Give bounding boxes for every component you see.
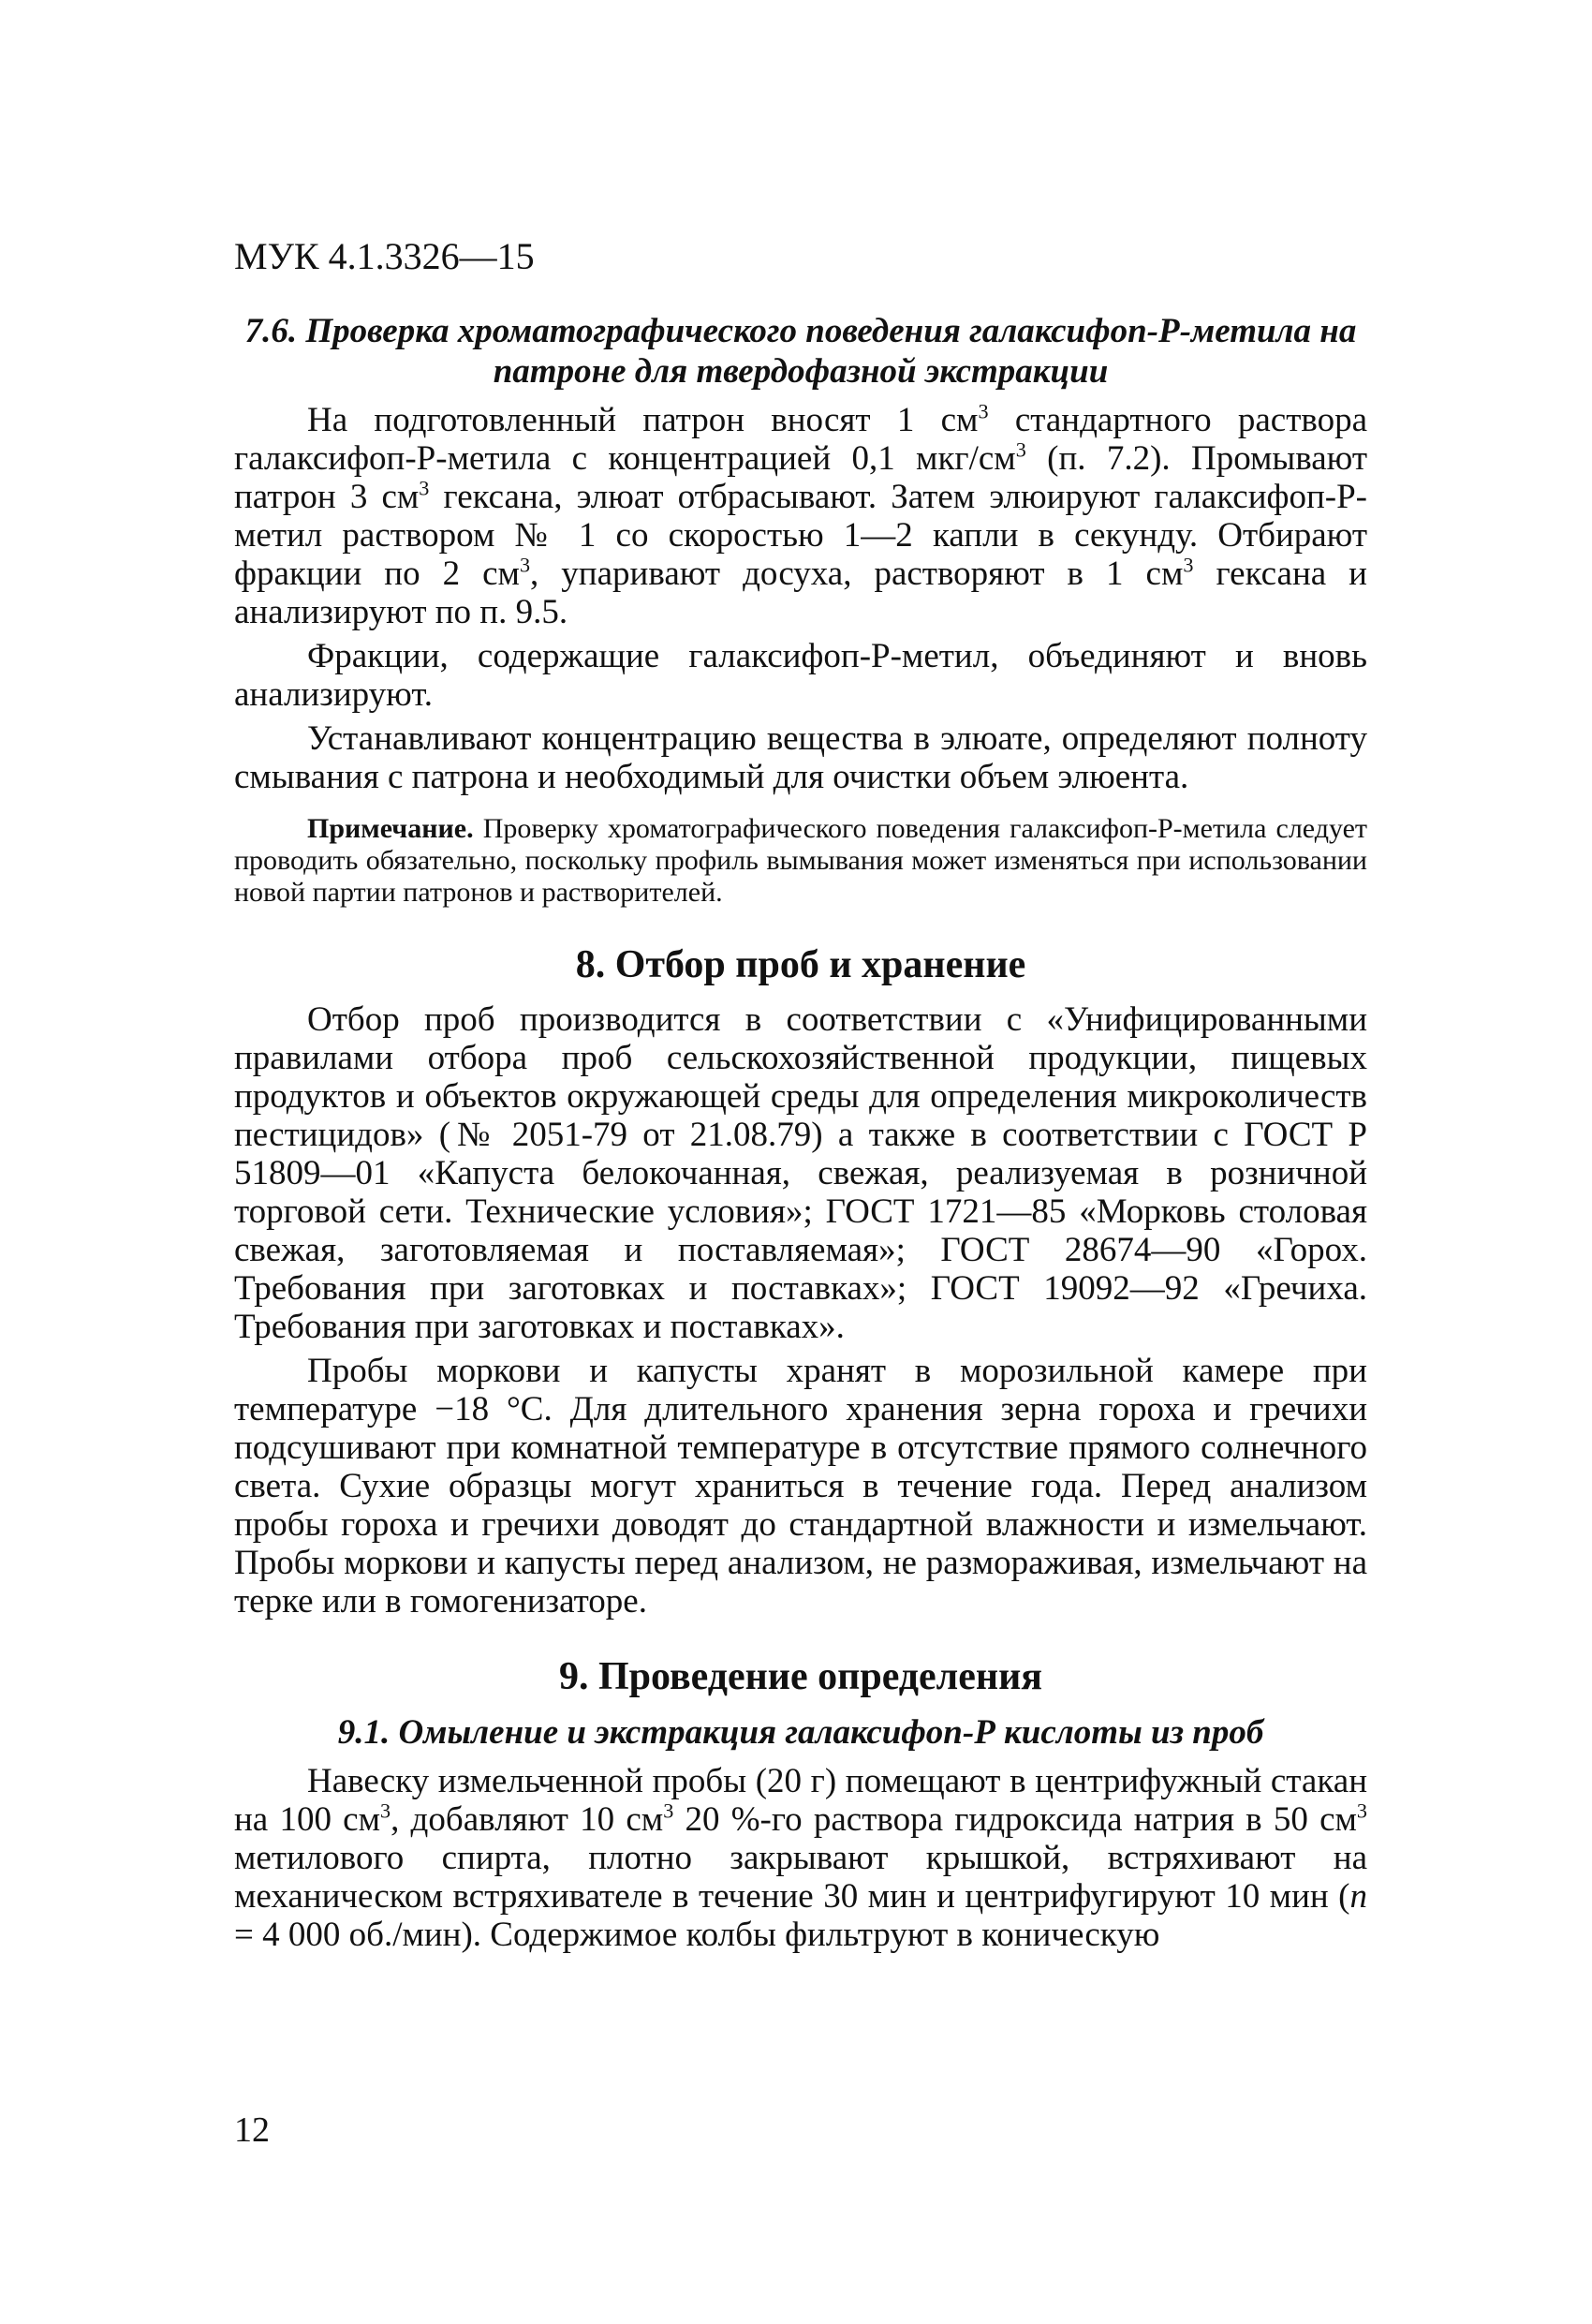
text-run: гексана, элюат отбрасывают. Затем элюируют галаксифоп-Р-метил раствором № 1 со скоростью 1—2 капли в секунду. Отбирают фракции по 2 см — [234, 478, 1367, 593]
paragraph: Устанавливают концентрацию вещества в элюате, определяют полноту смывания с патрона и необходимый для очистки объем элюента. — [234, 719, 1367, 796]
document-page — [234, 234, 1367, 1954]
superscript: 3 — [419, 476, 430, 500]
section-heading-8: 8. Отбор проб и хранение — [575, 943, 1026, 986]
subsection-title: Проверка хроматографического поведения галаксифоп-Р-метила на патроне для твердофазной экстракции — [305, 312, 1357, 391]
note — [234, 813, 1367, 909]
superscript: 3 — [1015, 437, 1026, 462]
subsection-number: 9.1. — [337, 1713, 391, 1752]
document-header: МУК 4.1.3326—15 — [234, 235, 535, 277]
paragraph: Пробы моркови и капусты хранят в морозильной камере при температуре −18 °С. Для длительного хранения зерна гороха и гречихи подсушивают при комнатной температуре в отсутствие прямого солнечного света. Сухие образцы могут храниться в течение года. Перед анализом пробы гороха и гречихи доводят до стандартной влажности и измельчают. Пробы моркови и капусты перед анализом, не размораживая, измельчают на терке или в гомогенизаторе. — [234, 1352, 1367, 1621]
text-run: гексана и анализируют по п. 9.5. — [234, 555, 1367, 631]
text-run: = 4 000 об./мин). Содержимое колбы фильтруют в коническую — [234, 1916, 1160, 1954]
superscript: 3 — [380, 1799, 391, 1823]
paragraph — [234, 401, 1367, 631]
text-run: Навеску измельченной пробы (20 г) помещают в центрифужный стакан на 100 см — [234, 1762, 1367, 1839]
superscript: 3 — [663, 1799, 674, 1823]
note-text: Проверку хроматографического поведения галаксифоп-Р-метила следует проводить обязательно, поскольку профиль вымывания может изменяться при использовании новой партии патронов и растворителей. — [234, 813, 1367, 908]
superscript: 3 — [978, 399, 989, 423]
paragraph: Фракции, содержащие галаксифоп-Р-метил, объединяют и вновь анализируют. — [234, 637, 1367, 714]
text-run: стандартного раствора галаксифоп-Р-метила с концентрацией 0,1 мкг/см — [234, 401, 1368, 478]
variable-n: n — [1349, 1877, 1367, 1916]
text-run: метилового спирта, плотно закрывают крышкой, встряхивают на механическом встряхивателе в течение 30 мин и центрифугируют 10 мин ( — [234, 1839, 1367, 1916]
superscript: 3 — [1183, 553, 1194, 577]
text-run: На подготовленный патрон вносят 1 см — [307, 401, 979, 439]
paragraph — [234, 1762, 1367, 1954]
superscript: 3 — [519, 553, 531, 577]
note-label: Примечание. — [307, 813, 474, 844]
text-run: (п. 7.2). Промывают патрон 3 см — [234, 439, 1367, 516]
text-run: , добавляют 10 см — [391, 1800, 664, 1839]
page-number: 12 — [234, 2110, 270, 2150]
text-run: 20 %-го раствора гидроксида натрия в 50 см — [673, 1800, 1357, 1839]
superscript: 3 — [1356, 1799, 1368, 1823]
subsection-heading-9-1 — [234, 1712, 1367, 1753]
subsection-heading-7-6 — [234, 311, 1367, 392]
text-run: , упаривают досуха, растворяют в 1 см — [530, 555, 1184, 593]
subsection-title: Омыление и экстракция галаксифоп-Р кислоты из проб — [398, 1713, 1264, 1752]
paragraph: Отбор проб производится в соответствии с «Унифицированными правилами отбора проб сельскохозяйственной продукции, пищевых продуктов и объектов окружающей среды для определения микроколичеств пестицидов» (№ 2051-79 от 21.08.79) а также в соответствии с ГОСТ Р 51809—01 «Капуста белокочанная, свежая, реализуемая в розничной торговой сети. Технические условия»; ГОСТ 1721—85 «Морковь столовая свежая, заготовляемая и поставляемая»; ГОСТ 28674—90 «Горох. Требования при заготовках и поставках»; ГОСТ 19092—92 «Гречиха. Требования при заготовках и поставках». — [234, 1000, 1367, 1346]
section-heading-9: 9. Проведение определения — [558, 1655, 1043, 1698]
subsection-number: 7.6. — [244, 312, 298, 350]
